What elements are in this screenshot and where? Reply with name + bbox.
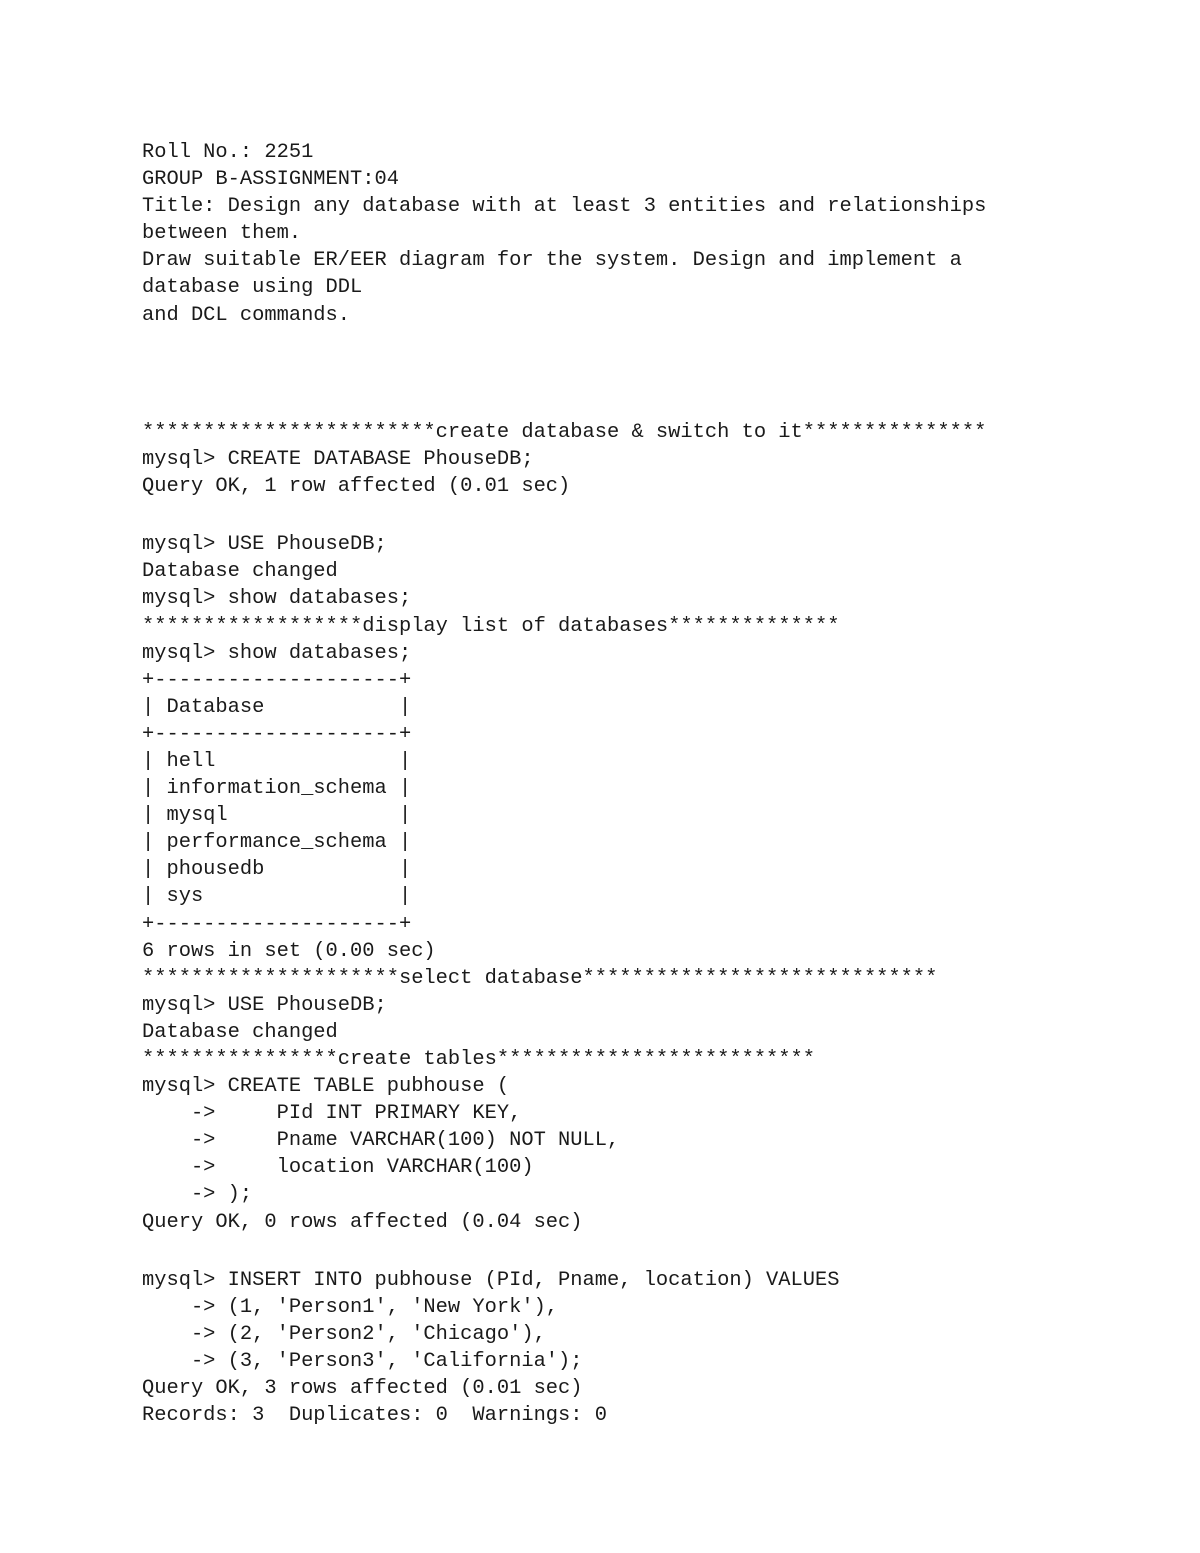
sql-result: Records: 3 Duplicates: 0 Warnings: 0 <box>142 1404 607 1428</box>
sql-result: 6 rows in set (0.00 sec) <box>142 939 436 963</box>
blank-line <box>142 365 1152 392</box>
sql-result: Database changed <box>142 1020 338 1044</box>
sql-continuation: -> ); <box>142 1183 253 1207</box>
header-block <box>142 139 1152 329</box>
blank-line <box>142 500 1152 527</box>
sql-command: mysql> CREATE TABLE pubhouse ( <box>142 1075 510 1099</box>
sql-continuation: -> Pname VARCHAR(100) NOT NULL, <box>142 1129 620 1153</box>
sql-continuation: -> (2, 'Person2', 'Chicago'), <box>142 1322 546 1346</box>
table-row: | hell | <box>142 749 412 773</box>
table-border: +--------------------+ <box>142 668 412 692</box>
sql-continuation: -> location VARCHAR(100) <box>142 1156 534 1180</box>
title-line: Title: Design any database with at least 3 entities and relationships <box>142 195 987 219</box>
sql-command: mysql> show databases; <box>142 587 412 611</box>
sql-continuation: -> PId INT PRIMARY KEY, <box>142 1102 522 1126</box>
sql-command: mysql> show databases; <box>142 641 412 665</box>
sql-command: mysql> USE PhouseDB; <box>142 533 387 557</box>
sql-continuation: -> (1, 'Person1', 'New York'), <box>142 1295 559 1319</box>
title-line-continued: between them. <box>142 222 302 246</box>
table-border: +--------------------+ <box>142 722 412 746</box>
table-header-row: | Database | <box>142 695 412 719</box>
spacer <box>142 329 1152 365</box>
sql-result: Database changed <box>142 560 338 584</box>
document-page <box>142 139 1152 1429</box>
section-heading-create-tables: ****************create tables************************** <box>142 1048 816 1071</box>
table-row: | mysql | <box>142 804 412 828</box>
create-database-block <box>142 419 1152 500</box>
task-line-continued: database using DDL <box>142 276 363 300</box>
sql-command: mysql> INSERT INTO pubhouse (PId, Pname, location) VALUES <box>142 1268 840 1292</box>
show-databases-block <box>142 531 1152 1235</box>
roll-number-line: Roll No.: 2251 <box>142 141 314 164</box>
section-heading-create-database: ************************create database & switch to it*************** <box>142 420 987 444</box>
section-heading-display-databases: ******************display list of databases************** <box>142 614 840 638</box>
sql-command: mysql> CREATE DATABASE PhouseDB; <box>142 447 534 471</box>
table-row: | performance_schema | <box>142 831 412 855</box>
sql-result: Query OK, 0 rows affected (0.04 sec) <box>142 1210 583 1234</box>
insert-block <box>142 1267 1152 1430</box>
table-row: | sys | <box>142 885 412 909</box>
task-line-end: and DCL commands. <box>142 303 351 327</box>
sql-result: Query OK, 1 row affected (0.01 sec) <box>142 475 571 499</box>
table-border: +--------------------+ <box>142 912 412 936</box>
sql-command: mysql> USE PhouseDB; <box>142 993 387 1017</box>
section-heading-select-database: *********************select database***************************** <box>142 966 938 990</box>
assignment-line: GROUP B-ASSIGNMENT:04 <box>142 168 399 192</box>
blank-line <box>142 392 1152 419</box>
table-row: | phousedb | <box>142 858 412 882</box>
sql-continuation: -> (3, 'Person3', 'California'); <box>142 1350 583 1374</box>
sql-result: Query OK, 3 rows affected (0.01 sec) <box>142 1377 583 1401</box>
task-line: Draw suitable ER/EER diagram for the system. Design and implement a <box>142 249 962 273</box>
table-row: | information_schema | <box>142 777 412 801</box>
blank-line <box>142 1236 1152 1263</box>
